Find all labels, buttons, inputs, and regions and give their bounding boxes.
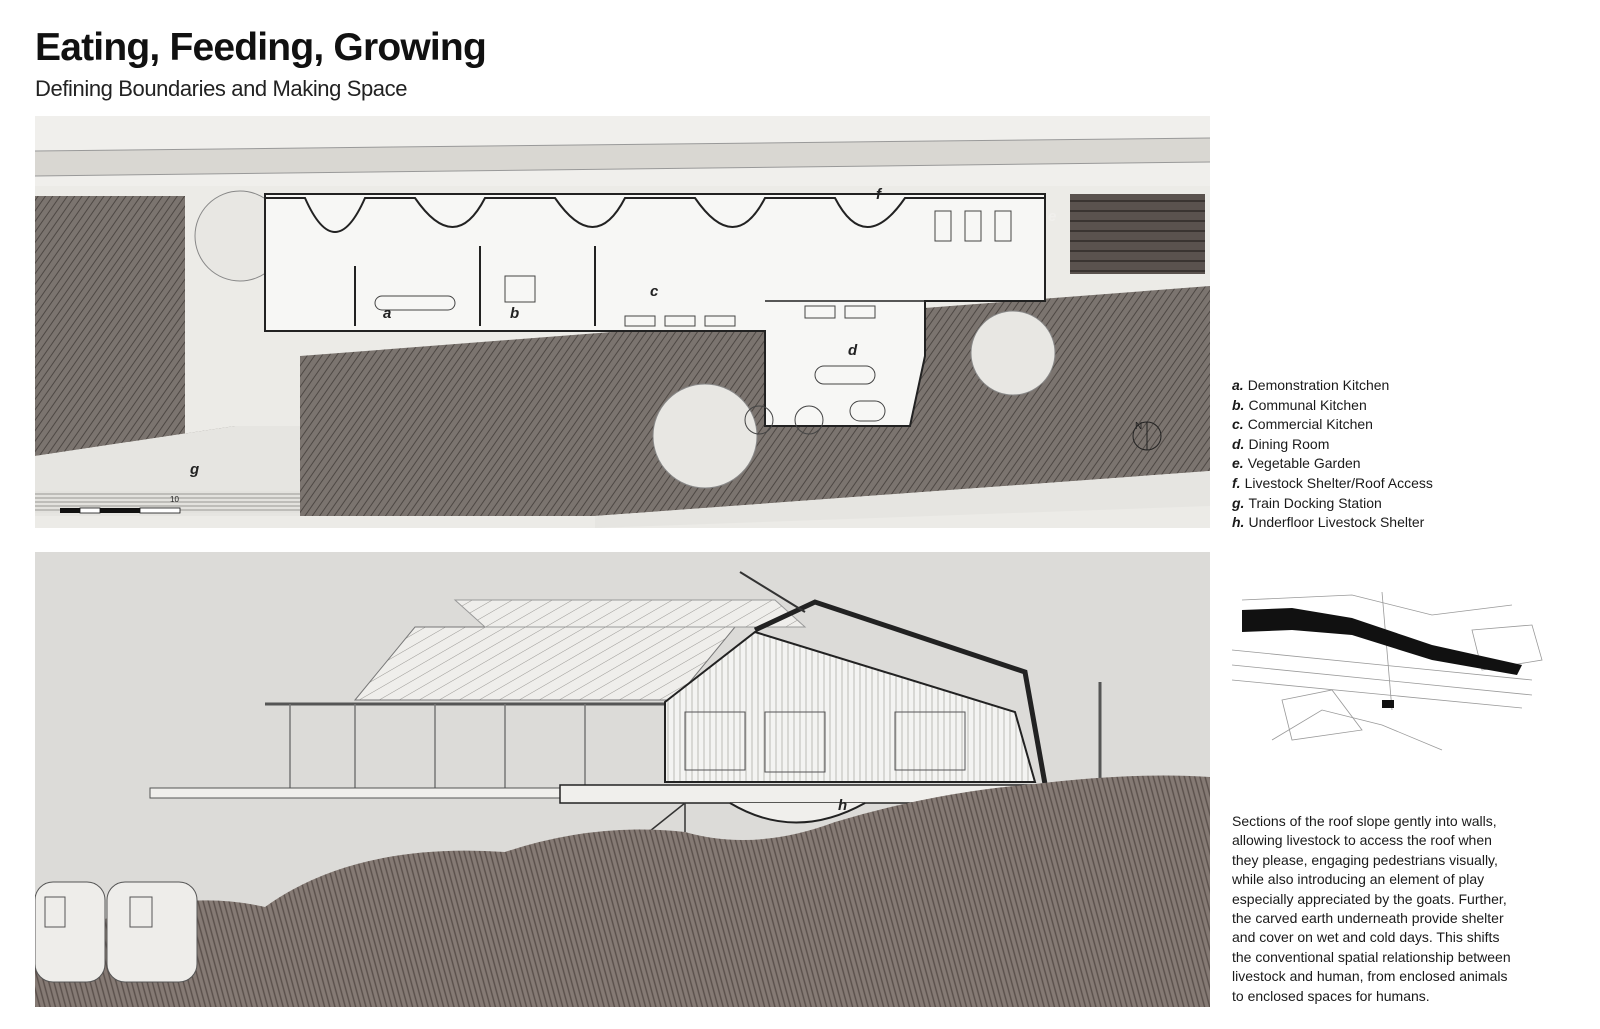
- legend-text: Underfloor Livestock Shelter: [1248, 514, 1425, 531]
- plan-label-f: f: [876, 186, 881, 203]
- legend-text: Livestock Shelter/Roof Access: [1244, 474, 1433, 491]
- key-map-svg: [1232, 590, 1548, 768]
- location-key-map: [1232, 590, 1548, 768]
- legend-item: [1232, 513, 1433, 533]
- legend-item: [1232, 415, 1433, 435]
- legend-text: Commercial Kitchen: [1247, 416, 1373, 433]
- description-line: and cover on wet and cold days. This shifts: [1232, 929, 1500, 946]
- description-line: to enclosed spaces for humans.: [1232, 987, 1430, 1004]
- site-plan-svg: [35, 116, 1210, 528]
- deck-slab: [150, 788, 560, 798]
- plan-label-g: g: [190, 461, 200, 478]
- description-line: Sections of the roof slope gently into walls,: [1232, 813, 1497, 829]
- description-line: the carved earth underneath provide shelter: [1232, 910, 1504, 927]
- section-drawing: [35, 552, 1210, 1007]
- site-marker: [1382, 700, 1394, 708]
- legend-item: [1232, 474, 1433, 494]
- legend-item: [1232, 454, 1433, 474]
- pergola-roof: [355, 627, 735, 700]
- description-line: livestock and human, from enclosed animals: [1232, 968, 1508, 985]
- legend-letter: c.: [1232, 416, 1244, 433]
- plan-label-b: b: [510, 305, 520, 322]
- scale-label: 10: [170, 495, 179, 504]
- page-subtitle: Defining Boundaries and Making Space: [35, 76, 408, 101]
- legend-text: Train Docking Station: [1248, 494, 1382, 511]
- legend-letter: g.: [1232, 494, 1245, 511]
- legend-letter: e.: [1232, 455, 1244, 472]
- plan-label-a: a: [383, 305, 392, 322]
- legend-letter: b.: [1232, 396, 1245, 413]
- description-text: [1232, 812, 1562, 1006]
- legend-item: [1232, 435, 1433, 455]
- legend-item: [1232, 376, 1433, 396]
- legend-text: Communal Kitchen: [1248, 396, 1367, 413]
- plan-label-c: c: [650, 283, 659, 300]
- legend-item: [1232, 494, 1433, 514]
- tree-canopy: [971, 311, 1055, 395]
- vegetable-garden: [1070, 194, 1205, 274]
- legend-text: Demonstration Kitchen: [1247, 377, 1390, 393]
- legend: [1232, 376, 1433, 533]
- legend-letter: d.: [1232, 435, 1245, 452]
- site-plan-drawing: [35, 116, 1210, 528]
- legend-text: Vegetable Garden: [1247, 455, 1361, 472]
- tree-canopy: [653, 384, 757, 488]
- description-line: the conventional spatial relationship between: [1232, 948, 1511, 965]
- scale-bar: [60, 508, 180, 513]
- description-line: allowing livestock to access the roof when: [1232, 832, 1492, 849]
- north-label: N: [1135, 421, 1143, 432]
- plan-label-d: d: [848, 342, 858, 359]
- section-label-h: h: [838, 797, 848, 814]
- description-line: especially appreciated by the goats. Further,: [1232, 890, 1507, 907]
- legend-letter: h.: [1232, 514, 1245, 531]
- legend-item: [1232, 396, 1433, 416]
- legend-text: Dining Room: [1248, 435, 1330, 452]
- page-title: Eating, Feeding, Growing: [35, 26, 486, 69]
- train-carriage: [35, 882, 197, 982]
- description-line: while also introducing an element of play: [1232, 871, 1485, 888]
- section-svg: [35, 552, 1210, 1007]
- legend-letter: f.: [1232, 474, 1241, 491]
- description-line: they please, engaging pedestrians visually,: [1232, 851, 1498, 868]
- pergola-upper: [455, 600, 805, 627]
- legend-letter: a.: [1232, 377, 1244, 393]
- plan-label-e: e: [1048, 208, 1057, 225]
